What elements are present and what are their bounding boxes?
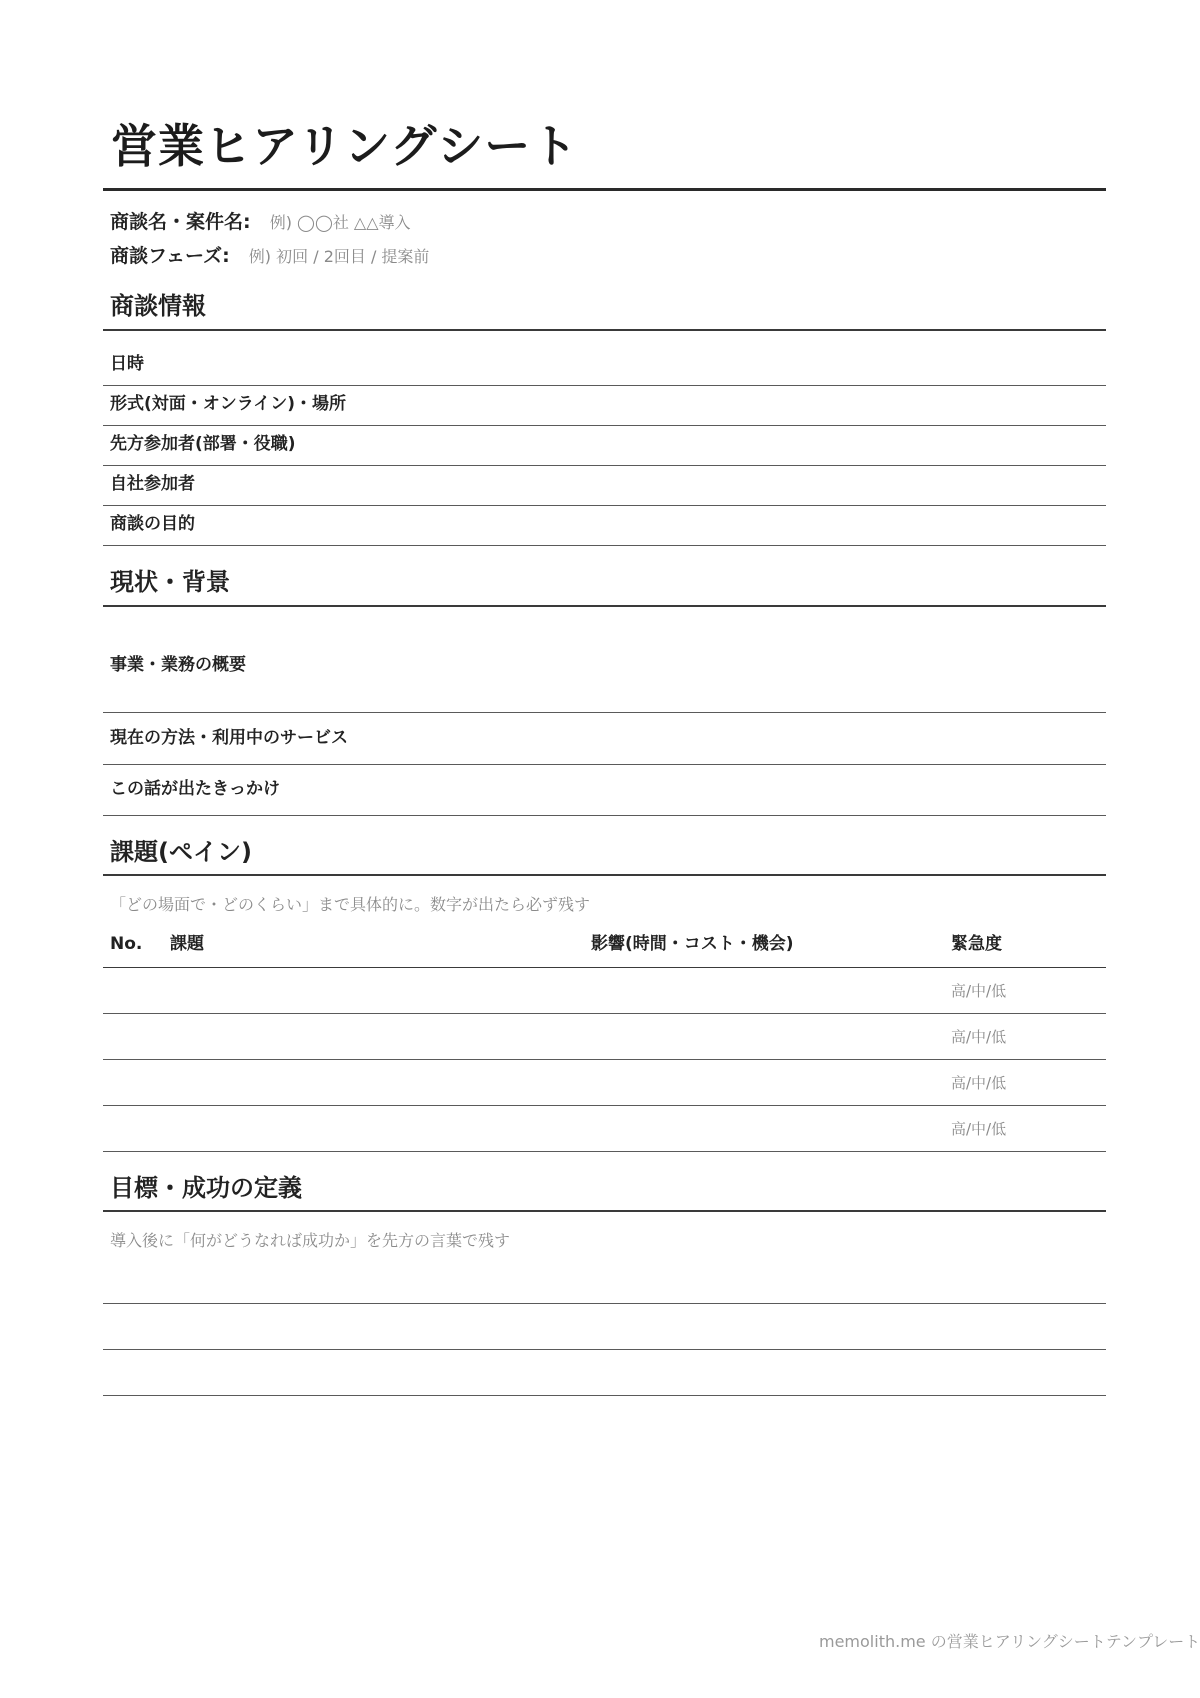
writing-line: [103, 1349, 1106, 1350]
section-divider: [103, 605, 1106, 607]
deal-name-row: [110, 206, 411, 238]
field-label-own-attendees: 自社参加者: [110, 474, 195, 494]
field-label-business-overview: 事業・業務の概要: [110, 655, 246, 675]
row-divider: [103, 385, 1106, 386]
title-divider: [103, 188, 1106, 191]
field-label-format-location: 形式(対面・オンライン)・場所: [110, 394, 347, 414]
row-divider: [103, 505, 1106, 506]
field-label-datetime: 日時: [110, 354, 144, 374]
writing-line: [103, 1303, 1106, 1304]
section-heading-meeting: 商談情報: [110, 292, 206, 320]
page-title: 営業ヒアリングシート: [111, 119, 579, 173]
table-row-divider: [103, 1151, 1106, 1152]
column-header-no: No.: [110, 934, 143, 954]
table-row-divider: [103, 1105, 1106, 1106]
table-row-divider: [103, 1013, 1106, 1014]
table-row-divider: [103, 1059, 1106, 1060]
field-label-meeting-purpose: 商談の目的: [110, 514, 195, 534]
deal-name-hint: 例) ◯◯社 △△導入: [269, 213, 411, 232]
issues-hint: 「どの場面で・どのくらい」まで具体的に。数字が出たら必ず残す: [110, 895, 591, 914]
column-header-urgency: 緊急度: [951, 934, 1002, 954]
phase-label: 商談フェーズ:: [110, 245, 230, 267]
footer-credit: memolith.me の営業ヒアリングシートテンプレート: [819, 1632, 1200, 1651]
phase-hint: 例) 初回 / 2回目 / 提案前: [248, 247, 430, 266]
field-label-current-method: 現在の方法・利用中のサービス: [110, 728, 348, 748]
row-divider: [103, 815, 1106, 816]
column-header-impact: 影響(時間・コスト・機会): [591, 934, 794, 954]
urgency-placeholder: 高/中/低: [951, 982, 1007, 1000]
section-divider: [103, 874, 1106, 876]
goals-hint: 導入後に「何がどうなれば成功か」を先方の言葉で残す: [110, 1231, 511, 1250]
urgency-placeholder: 高/中/低: [951, 1074, 1007, 1092]
row-divider: [103, 545, 1106, 546]
section-divider: [103, 329, 1106, 331]
row-divider: [103, 465, 1106, 466]
column-header-issue: 課題: [170, 934, 204, 954]
table-header-divider: [103, 967, 1106, 968]
writing-line: [103, 1395, 1106, 1396]
field-label-trigger: この話が出たきっかけ: [110, 779, 280, 799]
urgency-placeholder: 高/中/低: [951, 1120, 1007, 1138]
deal-name-label: 商談名・案件名:: [110, 211, 251, 233]
field-label-client-attendees: 先方参加者(部署・役職): [110, 434, 296, 454]
section-heading-status: 現状・背景: [110, 568, 230, 596]
row-divider: [103, 712, 1106, 713]
row-divider: [103, 764, 1106, 765]
phase-row: [110, 240, 429, 272]
section-divider: [103, 1210, 1106, 1212]
section-heading-issues: 課題(ペイン): [110, 838, 252, 866]
urgency-placeholder: 高/中/低: [951, 1028, 1007, 1046]
row-divider: [103, 425, 1106, 426]
section-heading-goals: 目標・成功の定義: [110, 1174, 302, 1202]
